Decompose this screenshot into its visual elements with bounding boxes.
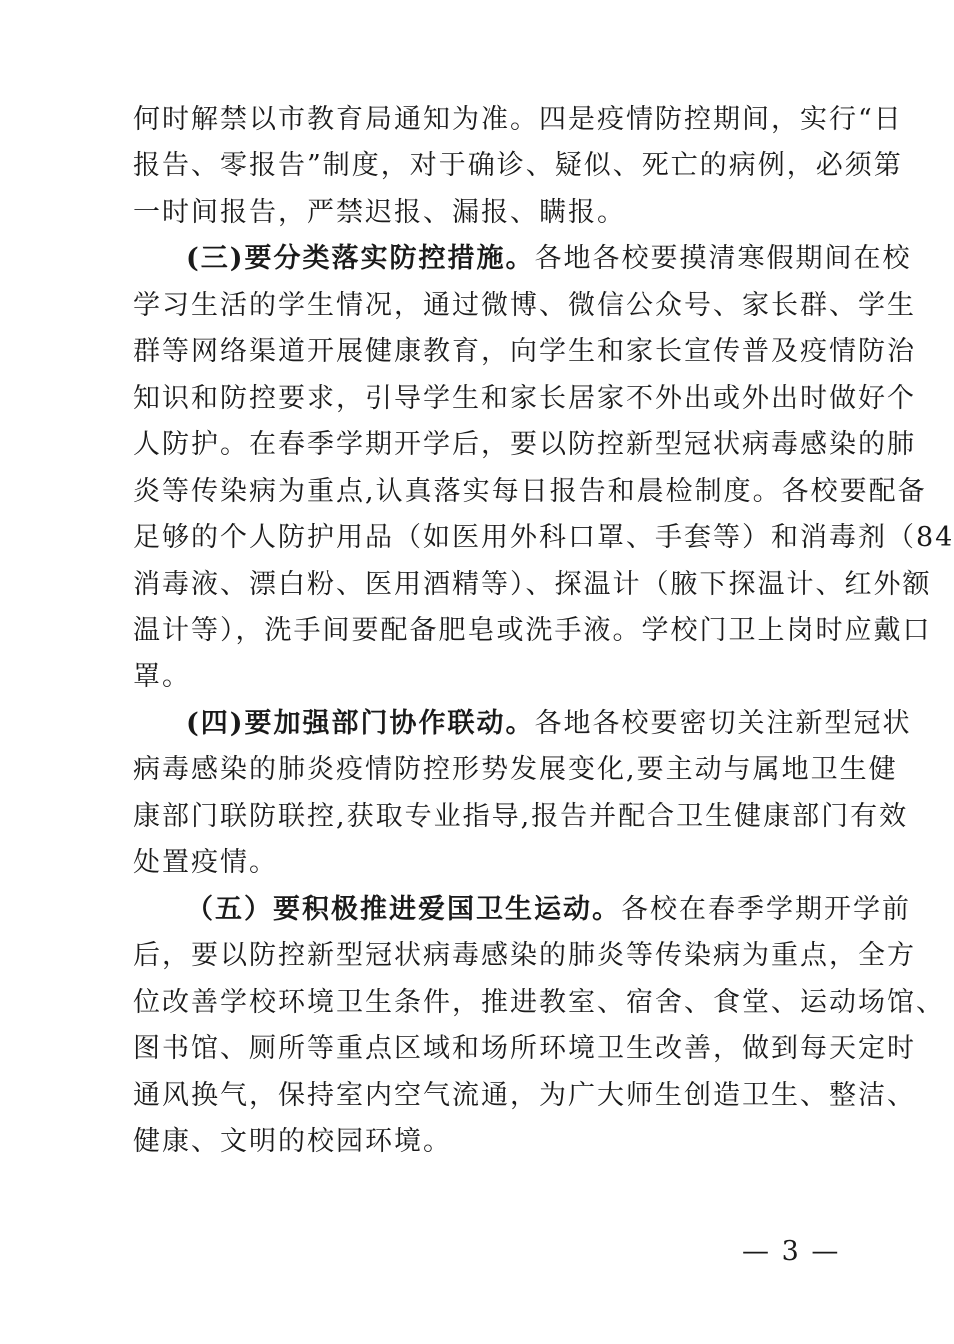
text-line: 处置疫情。 bbox=[133, 847, 278, 878]
section-5-heading: （五）要积极推进爱国卫生运动。 bbox=[186, 894, 621, 925]
text-line: 康部门联防联控,获取专业指导,报告并配合卫生健康部门有效 bbox=[133, 801, 909, 832]
section-4-text: 各地各校要密切关注新型冠状 bbox=[534, 708, 912, 739]
text-line: 后，要以防控新型冠状病毒感染的肺炎等传染病为重点，全方 bbox=[133, 940, 916, 971]
text-line: 病毒感染的肺炎疫情防控形势发展变化,要主动与属地卫生健 bbox=[133, 754, 898, 785]
text-line: 人防护。在春季学期开学后，要以防控新型冠状病毒感染的肺 bbox=[133, 429, 916, 460]
page-number: — 3 — bbox=[742, 1236, 841, 1267]
text-line: 罩。 bbox=[133, 661, 191, 692]
text-line: 图书馆、厕所等重点区域和场所环境卫生改善，做到每天定时 bbox=[133, 1033, 916, 1064]
text-line: 炎等传染病为重点,认真落实每日报告和晨检制度。各校要配备 bbox=[133, 476, 927, 507]
section-3-heading: (三)要分类落实防控措施。 bbox=[186, 243, 535, 274]
text-line: 通风换气，保持室内空气流通，为广大师生创造卫生、整洁、 bbox=[133, 1080, 916, 1111]
text-line: 温计等），洗手间要配备肥皂或洗手液。学校门卫上岗时应戴口 bbox=[133, 615, 932, 646]
text-line: 位改善学校环境卫生条件，推进教室、宿舍、食堂、运动场馆、 bbox=[133, 987, 945, 1018]
text-line: 一时间报告，严禁迟报、漏报、瞒报。 bbox=[133, 197, 626, 228]
section-5-text: 各校在春季学期开学前 bbox=[621, 894, 911, 925]
text-line: 知识和防控要求，引导学生和家长居家不外出或外出时做好个 bbox=[133, 383, 916, 414]
section-5-first-line bbox=[186, 890, 911, 930]
text-line: 消毒液、漂白粉、医用酒精等）、探温计（腋下探温计、红外额 bbox=[133, 569, 932, 600]
text-line: 学习生活的学生情况，通过微博、微信公众号、家长群、学生 bbox=[133, 290, 916, 321]
text-line: 群等网络渠道开展健康教育，向学生和家长宣传普及疫情防治 bbox=[133, 336, 916, 367]
text-line: 足够的个人防护用品（如医用外科口罩、手套等）和消毒剂（84 bbox=[133, 522, 954, 553]
section-3-text: 各地各校要摸清寒假期间在校 bbox=[534, 243, 912, 274]
text-line: 健康、文明的校园环境。 bbox=[133, 1126, 452, 1157]
section-3-first-line bbox=[186, 239, 912, 279]
text-line: 何时解禁以市教育局通知为准。四是疫情防控期间，实行“日 bbox=[133, 104, 903, 135]
section-4-first-line bbox=[186, 704, 912, 744]
section-4-heading: (四)要加强部门协作联动。 bbox=[186, 708, 535, 739]
text-line: 报告、零报告”制度，对于确诊、疑似、死亡的病例，必须第 bbox=[133, 150, 903, 181]
